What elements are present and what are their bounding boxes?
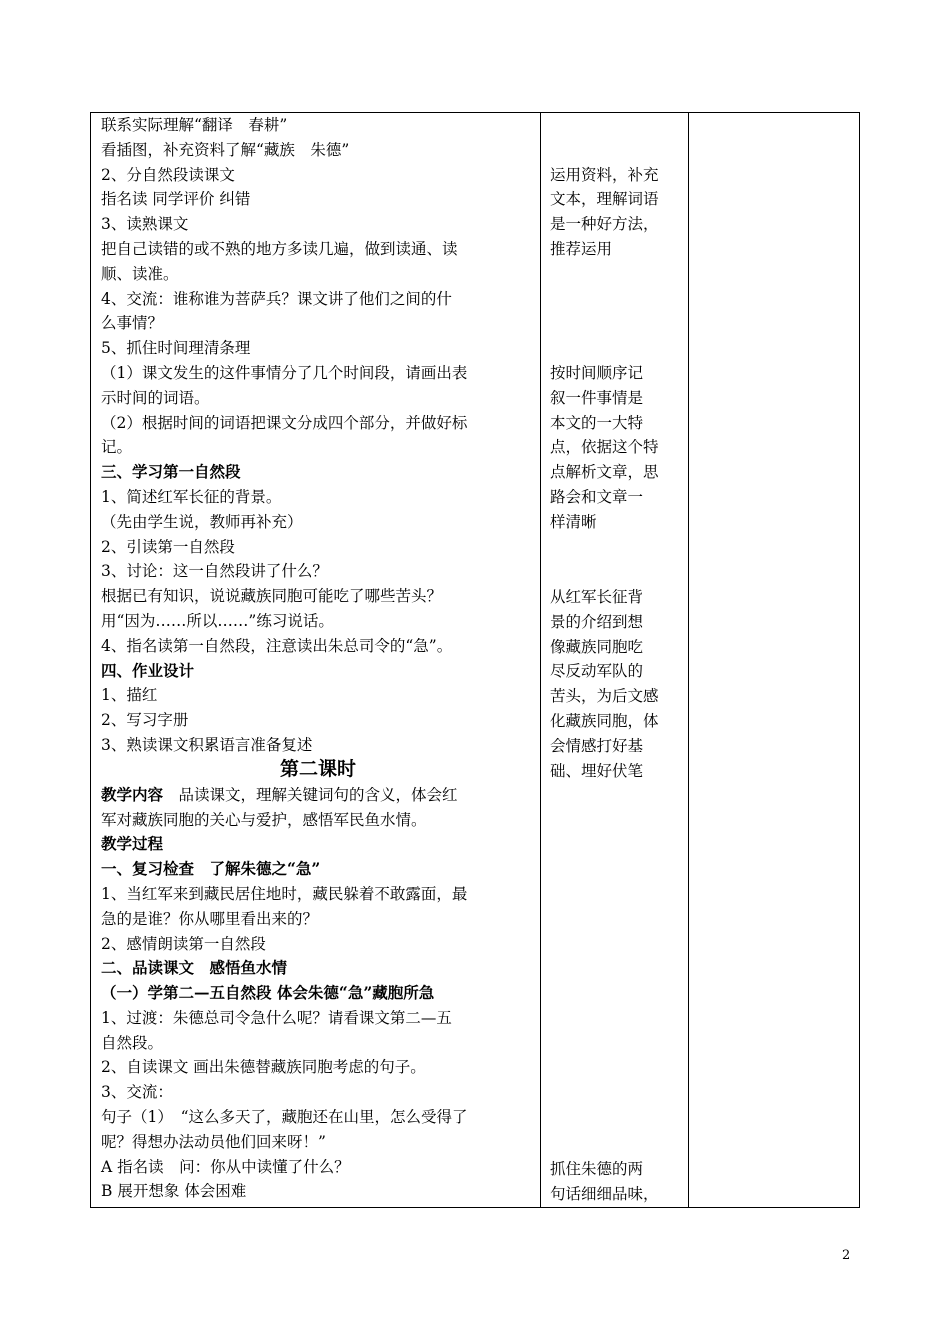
text-line: 用“因为……所以……”练习说话。 (101, 611, 334, 630)
text-line: 4、指名读第一自然段，注意读出朱总司令的“急”。 (101, 636, 453, 655)
text-line: 3、熟读课文积累语言准备复述 (101, 735, 313, 754)
note-line: 从红军长征背 (550, 588, 644, 606)
section-heading: 三、学习第一自然段 (101, 462, 241, 482)
note-line: 点，依据这个特 (550, 438, 659, 457)
text-line: 句子（1） “这么多天了，藏胞还在山里，怎么受得了 (101, 1108, 468, 1127)
text-line: 急的是谁？你从哪里看出来的？ (101, 909, 319, 928)
text-line: 军对藏族同胞的关心与爱护，感悟军民鱼水情。 (101, 810, 427, 829)
note-line: 像藏族同胞吃 (550, 637, 644, 656)
text-line: （1）课文发生的这件事情分了几个时间段，请画出表 (101, 363, 468, 382)
note-line: 会情感打好基 (550, 736, 644, 755)
note-line: 化藏族同胞，体 (550, 711, 659, 730)
text-line: 2、自读课文 画出朱德替藏族同胞考虑的句子。 (101, 1058, 426, 1077)
text-line: A 指名读 问：你从中读懂了什么？ (101, 1157, 350, 1176)
text-line: 么事情？ (101, 314, 164, 333)
process-label: 教学过程 (101, 834, 164, 854)
note-line: 路会和文章一 (550, 487, 644, 506)
text-line: 2、写习字册 (101, 711, 189, 730)
text-line: 把自己读错的或不熟的地方多读几遍，做到读通、读 (101, 239, 458, 258)
content-label: 教学内容 (101, 784, 164, 804)
text-line: B 展开想象 体会困难 (101, 1182, 247, 1201)
note-line: 抓住朱德的两 (550, 1160, 644, 1178)
page-number: 2 (842, 1248, 851, 1263)
note-line: 是一种好方法， (550, 215, 659, 234)
text-line: 指名读 同学评价 纠错 (101, 190, 251, 209)
text-line: 3、读熟课文 (101, 215, 189, 234)
text-line: 4、交流：谁称谁为菩萨兵？课文讲了他们之间的什 (101, 289, 452, 308)
text-line: 联系实际理解“翻译 春耕” (101, 116, 288, 134)
content-text: 品读课文，理解关键词句的含义，体会红 (163, 785, 458, 804)
note-line: 推荐运用 (550, 239, 613, 258)
text-line: 示时间的词语。 (101, 388, 210, 407)
text-line: 1、简述红军长征的背景。 (101, 487, 282, 506)
note-line: 尽反动军队的 (550, 662, 644, 681)
text-line: 2、感情朗读第一自然段 (101, 934, 266, 953)
text-line: （先由学生说，教师再补充） (101, 512, 303, 531)
text-line: 1、过渡：朱德总司令急什么呢？请看课文第二—五 (101, 1008, 452, 1027)
note-block (550, 1157, 659, 1207)
note-line: 运用资料，补充 (550, 165, 659, 184)
note-line: 样清晰 (550, 512, 597, 531)
text-line: 2、分自然段读课文 (101, 165, 235, 184)
note-line: 景的介绍到想 (550, 612, 644, 631)
section-heading: 四、作业设计 (101, 660, 195, 680)
note-line: 叙一件事情是 (550, 388, 644, 407)
text-line: 呢？得想办法动员他们回来呀！” (101, 1132, 326, 1151)
text-line: 记。 (101, 438, 133, 457)
sub-heading: （一）学第二—五自然段 体会朱德“急”藏胞所急 (101, 983, 435, 1003)
content-line (101, 783, 535, 808)
text-line: 根据已有知识，说说藏族同胞可能吃了哪些苦头？ (101, 587, 443, 606)
lesson-plan-table (90, 112, 860, 1208)
note-block (550, 361, 659, 535)
text-line: 自然段。 (101, 1033, 164, 1052)
note-line: 文本，理解词语 (550, 190, 659, 209)
teaching-process-column (101, 113, 535, 1204)
text-line: 顺、读准。 (101, 264, 179, 283)
note-block (550, 585, 659, 783)
note-line: 按时间顺序记 (550, 364, 644, 382)
note-line: 句话细细品味， (550, 1184, 659, 1203)
note-line: 点解析文章，思 (550, 463, 659, 482)
text-line: （2）根据时间的词语把课文分成四个部分，并做好标 (101, 413, 468, 432)
note-line: 苦头，为后文感 (550, 687, 659, 706)
text-line: 2、引读第一自然段 (101, 537, 235, 556)
lesson-heading: 第二课时 (279, 757, 356, 780)
text-line: 1、当红军来到藏民居住地时，藏民躲着不敢露面，最 (101, 884, 468, 903)
text-line: 看插图，补充资料了解“藏族 朱德” (101, 140, 350, 159)
column-divider (540, 113, 541, 1207)
column-divider (688, 113, 689, 1207)
note-line: 本文的一大特 (550, 413, 644, 432)
note-block (550, 163, 659, 262)
text-line: 3、讨论：这一自然段讲了什么？ (101, 562, 328, 581)
section-heading: 一、复习检查 了解朱德之“急” (101, 859, 321, 879)
text-line: 3、交流： (101, 1083, 173, 1102)
text-line: 5、抓住时间理清条理 (101, 339, 251, 358)
note-line: 础、埋好伏笔 (550, 761, 644, 780)
text-line: 1、描红 (101, 686, 158, 705)
section-heading: 二、品读课文 感悟鱼水情 (101, 958, 288, 978)
